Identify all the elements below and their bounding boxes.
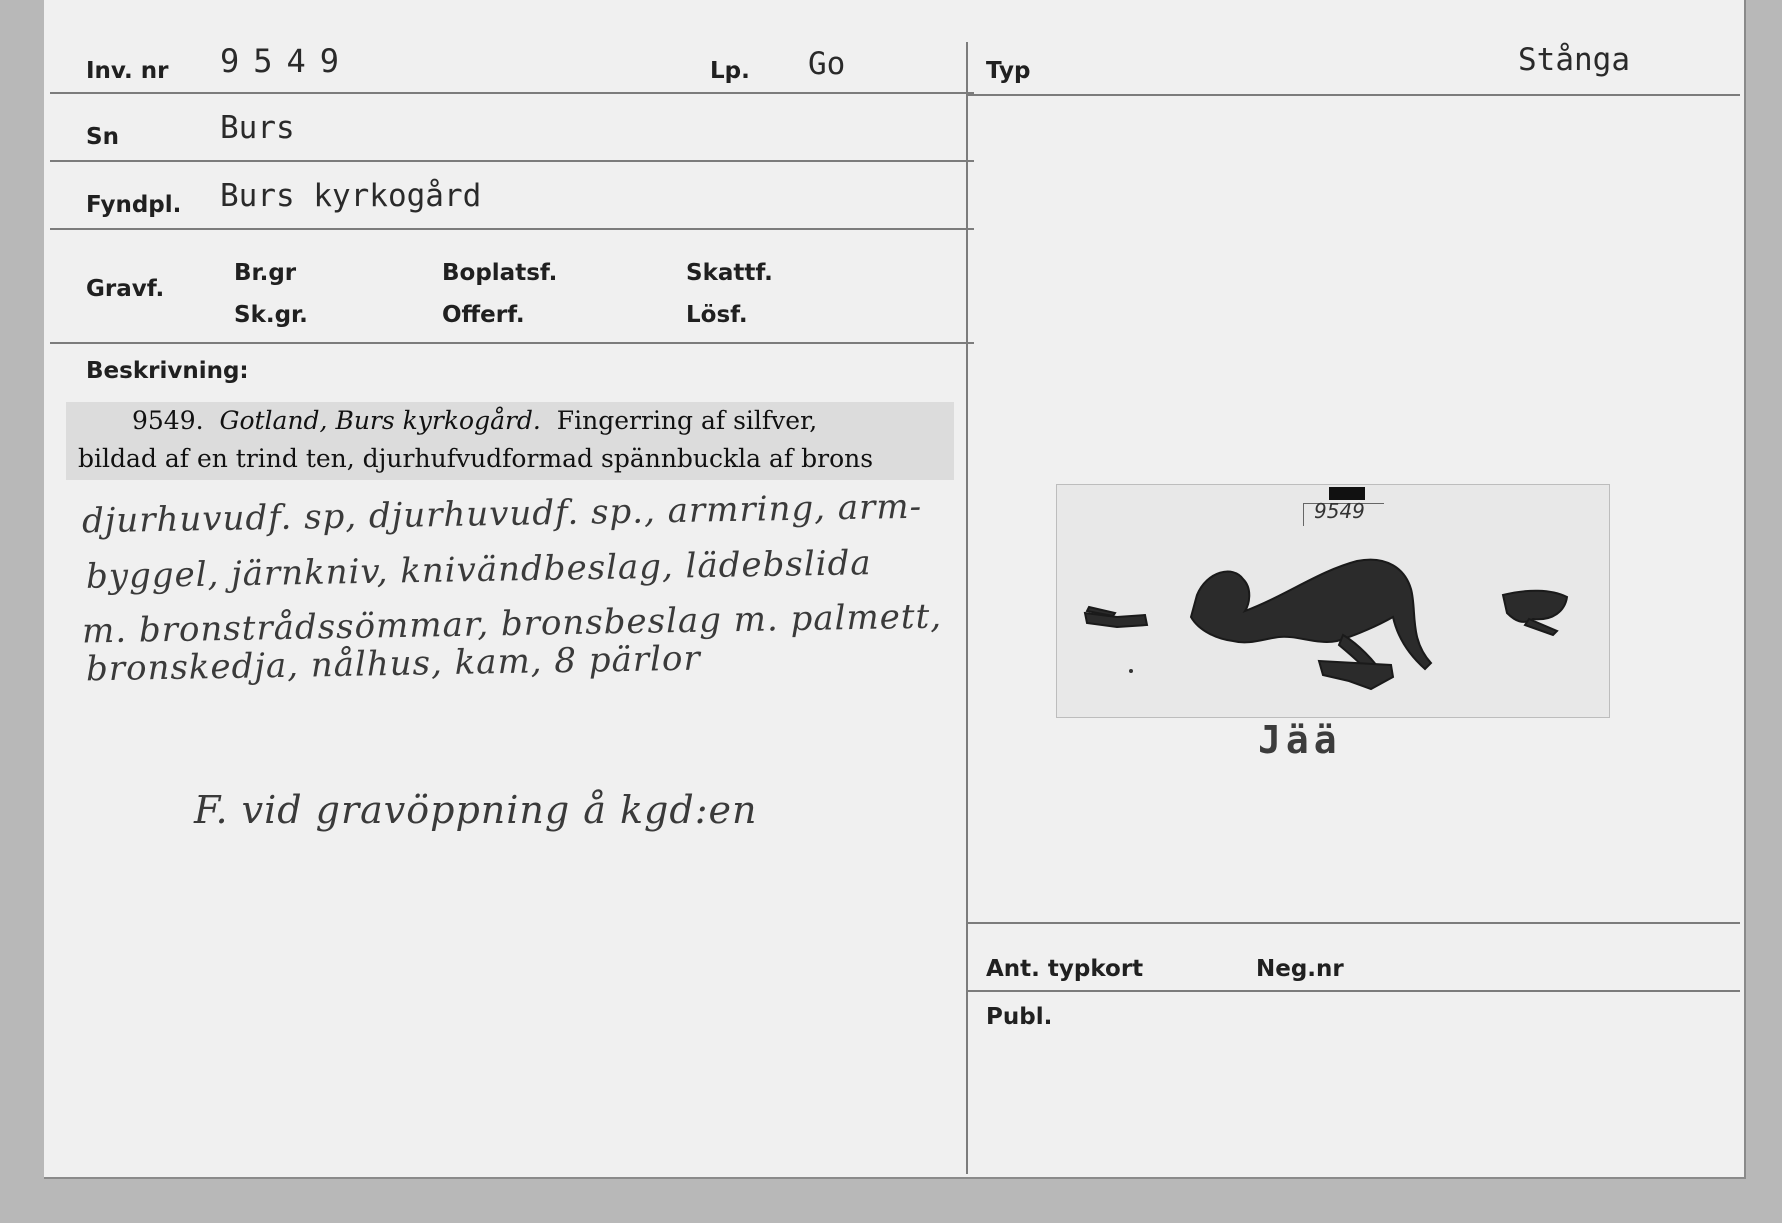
- clipping-line-1: [132, 406, 817, 435]
- rule-sn: [50, 160, 974, 162]
- brgr-label: Br.gr: [234, 260, 297, 286]
- object-fragments-image: [1057, 485, 1609, 717]
- fyndpl-label: Fyndpl.: [86, 192, 182, 218]
- lp-value: Go: [808, 46, 846, 82]
- inv-nr-value: 9549: [220, 42, 354, 80]
- skgr-label: Sk.gr.: [234, 302, 308, 328]
- fyndpl-value: Burs kyrkogård: [220, 178, 482, 214]
- catalog-card: [44, 0, 1746, 1179]
- handwritten-line-2: byggel, järnkniv, knivändbeslag, lädebslida: [85, 543, 872, 597]
- handwritten-note: F. vid gravöppning å kgd:en: [194, 788, 758, 832]
- inv-nr-label: Inv. nr: [86, 58, 169, 84]
- photo-number: 9549: [1314, 499, 1365, 523]
- rule-gravf: [50, 342, 974, 344]
- losf-label: Lösf.: [686, 302, 748, 328]
- rule-typkort-bottom: [968, 990, 1740, 992]
- rule-typkort-top: [968, 922, 1740, 924]
- handwritten-line-1: djurhuvudf. sp, djurhuvudf. sp., armring, arm-: [81, 486, 923, 542]
- publ-label: Publ.: [986, 1004, 1053, 1030]
- boplatsf-label: Boplatsf.: [442, 260, 558, 286]
- printed-clipping: [66, 402, 954, 480]
- typ-value: Stånga: [1518, 42, 1630, 78]
- clipping-place: Gotland, Burs kyrkogård.: [219, 406, 541, 435]
- gravf-label: Gravf.: [86, 276, 165, 302]
- jaa-stamp: Jää: [1258, 718, 1342, 762]
- object-photo: [1056, 484, 1610, 718]
- lp-label: Lp.: [710, 58, 750, 84]
- clipping-text-1: Fingerring af silfver,: [556, 406, 818, 435]
- beskrivning-label: Beskrivning:: [86, 358, 249, 384]
- clipping-line-2: bildad af en trind ten, djurhufvudformad spännbuckla af brons: [78, 444, 874, 473]
- handwritten-line-4: bronskedja, nålhus, kam, 8 pärlor: [85, 638, 702, 690]
- skattf-label: Skattf.: [686, 260, 773, 286]
- offerf-label: Offerf.: [442, 302, 525, 328]
- ant-typkort-label: Ant. typkort: [986, 956, 1144, 982]
- sn-value: Burs: [220, 110, 295, 146]
- rule-header-right: [968, 94, 1740, 96]
- clipping-number: 9549.: [132, 406, 204, 435]
- sn-label: Sn: [86, 124, 119, 150]
- rule-header-left: [50, 92, 974, 94]
- neg-nr-label: Neg.nr: [1256, 956, 1344, 982]
- handwritten-line-3: m. bronstrådssömmar, bronsbeslag m. palmett,: [81, 596, 943, 652]
- typ-label: Typ: [986, 58, 1031, 84]
- column-divider: [966, 42, 968, 1174]
- rule-fyndpl: [50, 228, 974, 230]
